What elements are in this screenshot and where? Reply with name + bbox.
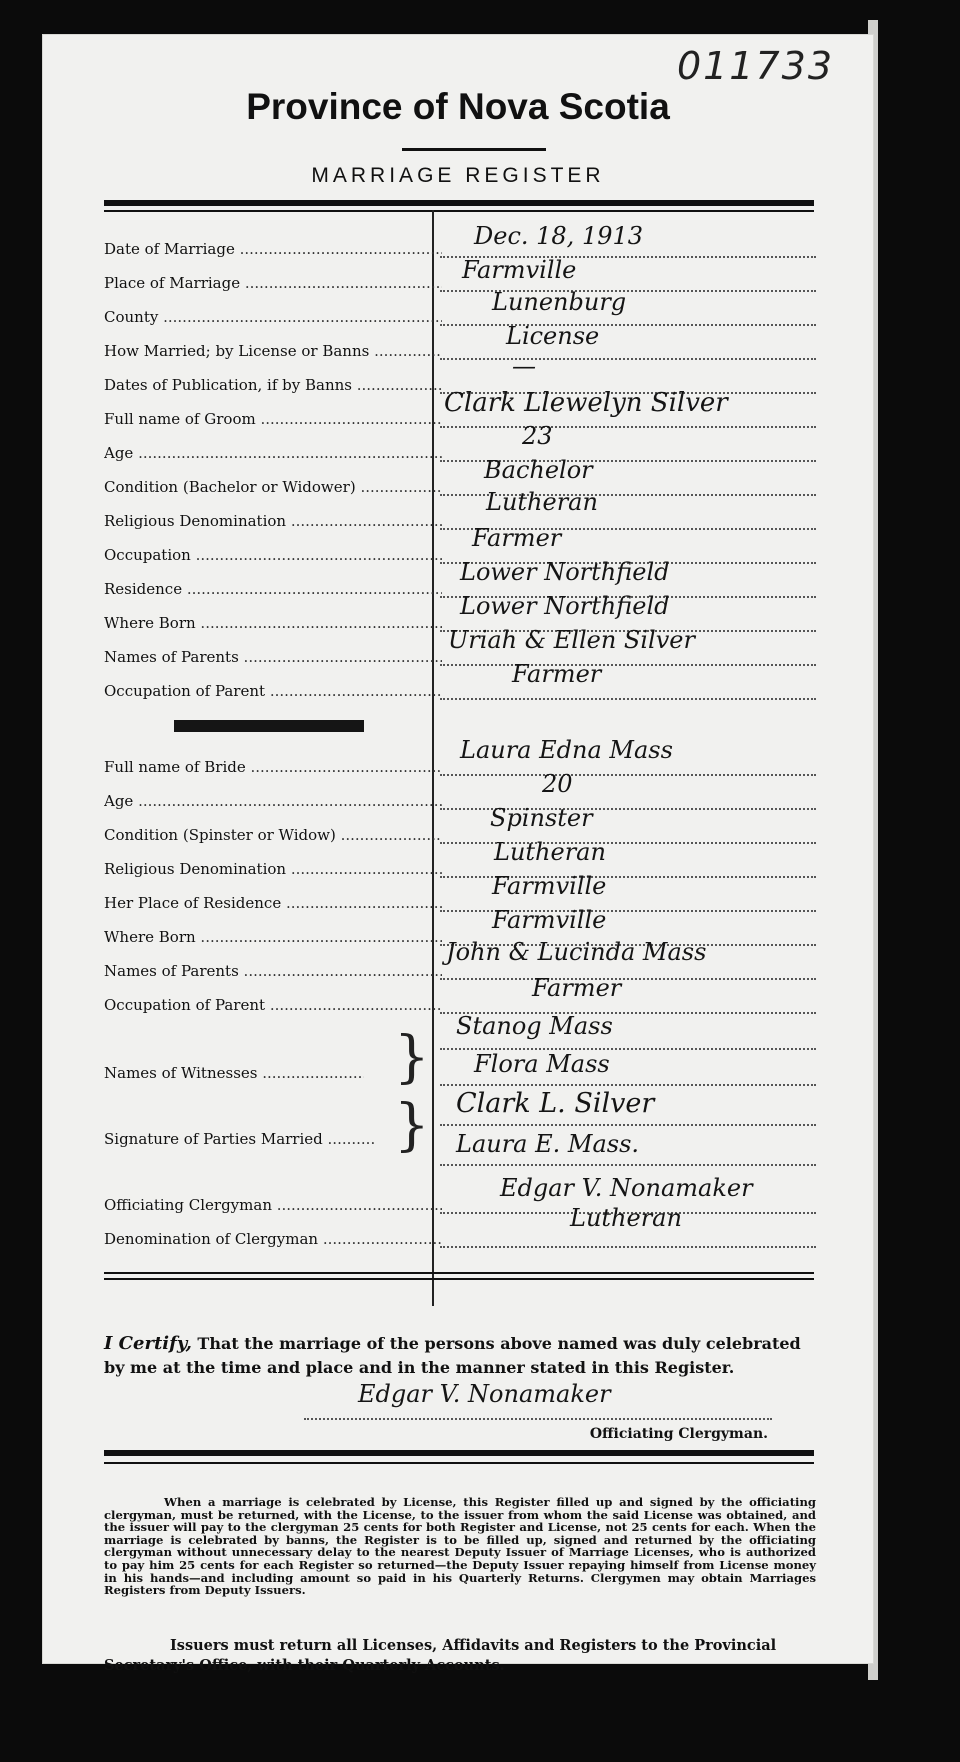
field-value: Uriah & Ellen Silver	[448, 626, 695, 654]
field-value: Farmer	[512, 660, 602, 688]
footer-rule	[104, 1450, 814, 1456]
field-value: Spinster	[490, 804, 593, 832]
field-label: Age .....	[104, 444, 442, 462]
field-value: Dec. 18, 1913	[474, 222, 644, 250]
field-value: —	[512, 352, 536, 380]
stamp-number: 011733	[676, 44, 834, 88]
field-label: Full name of Bride .....	[104, 758, 442, 776]
field-line	[440, 358, 816, 360]
field-label: Occupation .....	[104, 546, 442, 564]
field-value: Lower Northfield	[460, 592, 670, 620]
field-value: License	[506, 322, 600, 350]
field-label: Names of Parents .....	[104, 962, 442, 980]
field-label: Occupation of Parent .....	[104, 682, 442, 700]
field-value: 20	[542, 770, 573, 798]
field-label: Religious Denomination .....	[104, 860, 442, 878]
section-rule	[104, 1272, 814, 1274]
title-divider	[402, 148, 546, 151]
field-value: Clark Llewelyn Silver	[444, 388, 728, 418]
field-value: 23	[522, 422, 553, 450]
section-rule	[104, 1278, 814, 1280]
field-label: Place of Marriage .....	[104, 274, 442, 292]
field-line	[440, 1246, 816, 1248]
field-label: Denomination of Clergyman .....	[104, 1230, 442, 1248]
signature-caption: Officiating Clergyman.	[589, 1426, 768, 1442]
field-line	[440, 698, 816, 700]
field-label: Full name of Groom .....	[104, 410, 442, 428]
field-line	[440, 1084, 816, 1086]
field-value: Lunenburg	[492, 288, 627, 316]
witness-name: Stanog Mass	[456, 1012, 613, 1040]
field-label: County .....	[104, 308, 442, 326]
field-label: Age .....	[104, 792, 442, 810]
field-value: Lutheran	[494, 838, 606, 866]
field-value: Lutheran	[570, 1204, 682, 1232]
field-line	[440, 774, 816, 776]
field-label: Religious Denomination .....	[104, 512, 442, 530]
witness-name: Flora Mass	[474, 1050, 610, 1078]
section-divider-bar	[174, 720, 364, 732]
field-value: Edgar V. Nonamaker	[500, 1174, 753, 1202]
witnesses-label: Names of Witnesses .....	[104, 1064, 364, 1082]
field-line	[440, 1164, 816, 1166]
field-value: Farmville	[492, 872, 607, 900]
field-value: John & Lucinda Mass	[446, 938, 707, 966]
field-value: Laura Edna Mass	[460, 736, 673, 764]
field-line	[440, 978, 816, 980]
certify-lead: I Certify,	[104, 1333, 192, 1354]
field-label: Where Born .....	[104, 614, 442, 632]
field-line	[440, 324, 816, 326]
field-label: Condition (Spinster or Widow) .....	[104, 826, 442, 844]
header-rule	[104, 200, 814, 206]
field-value: Bachelor	[484, 456, 593, 484]
party-signature: Laura E. Mass.	[456, 1130, 640, 1158]
signature-line	[304, 1418, 772, 1420]
field-value: Farmville	[492, 906, 607, 934]
parties-brace: }	[394, 1093, 430, 1158]
field-label: Condition (Bachelor or Widower) .....	[104, 478, 442, 496]
parties-label: Signature of Parties Married .....	[104, 1130, 374, 1148]
field-label: Date of Marriage .....	[104, 240, 442, 258]
footer-rule-thin	[104, 1462, 814, 1464]
header-rule-thin	[104, 210, 814, 212]
field-line	[440, 664, 816, 666]
certification-text	[104, 1332, 816, 1380]
field-label: How Married; by License or Banns .....	[104, 342, 442, 360]
instructions-note: When a marriage is celebrated by License, this Register filled up and signed by the officiating clergyman, must be returned, with the License, to the issuer from whom the said License was obtained, and the issuer will pay to the clergyman 25 cents for both Register and License, not 25 cents for each. When the marriage is celebrated by banns, the Register is to be filled up, signed and returned by the officiating clergyman without unnecessary delay to the nearest Deputy Issuer of Marriage Licenses, who is authorized to pay him 25 cents for each Register so returned—the Deputy Issuer repaying himself from License money in his hands—and including amount so paid in his Quarterly Returns. Clergymen may obtain Marriages Registers from Deputy Issuers.	[104, 1495, 816, 1598]
page-subtitle: MARRIAGE REGISTER	[311, 164, 605, 187]
issuers-notice: Issuers must return all Licenses, Affidavits and Registers to the Provincial Secretary's Office, with their Quarterly Accounts.	[104, 1637, 777, 1674]
field-value: Lutheran	[486, 488, 598, 516]
field-label: Where Born .....	[104, 928, 442, 946]
field-line	[440, 1124, 816, 1126]
field-value: Farmer	[472, 524, 562, 552]
field-label: Her Place of Residence .....	[104, 894, 442, 912]
field-label: Names of Parents .....	[104, 648, 442, 666]
field-value: Lower Northfield	[460, 558, 670, 586]
clergy-signature: Edgar V. Nonamaker	[358, 1380, 611, 1408]
page-title: Province of Nova Scotia	[246, 86, 670, 127]
field-label: Occupation of Parent .....	[104, 996, 442, 1014]
register-form	[42, 34, 874, 1674]
party-signature: Clark L. Silver	[456, 1088, 655, 1119]
field-line	[440, 426, 816, 428]
field-label: Residence .....	[104, 580, 442, 598]
field-label: Officiating Clergyman .....	[104, 1196, 442, 1214]
field-value: Farmville	[462, 256, 577, 284]
field-label: Dates of Publication, if by Banns .....	[104, 376, 442, 394]
field-value: Farmer	[532, 974, 622, 1002]
witnesses-brace: }	[394, 1025, 430, 1090]
certify-body: That the marriage of the persons above named was duly celebrated by me at the time and place and in the manner stated in this Register.	[104, 1334, 801, 1377]
